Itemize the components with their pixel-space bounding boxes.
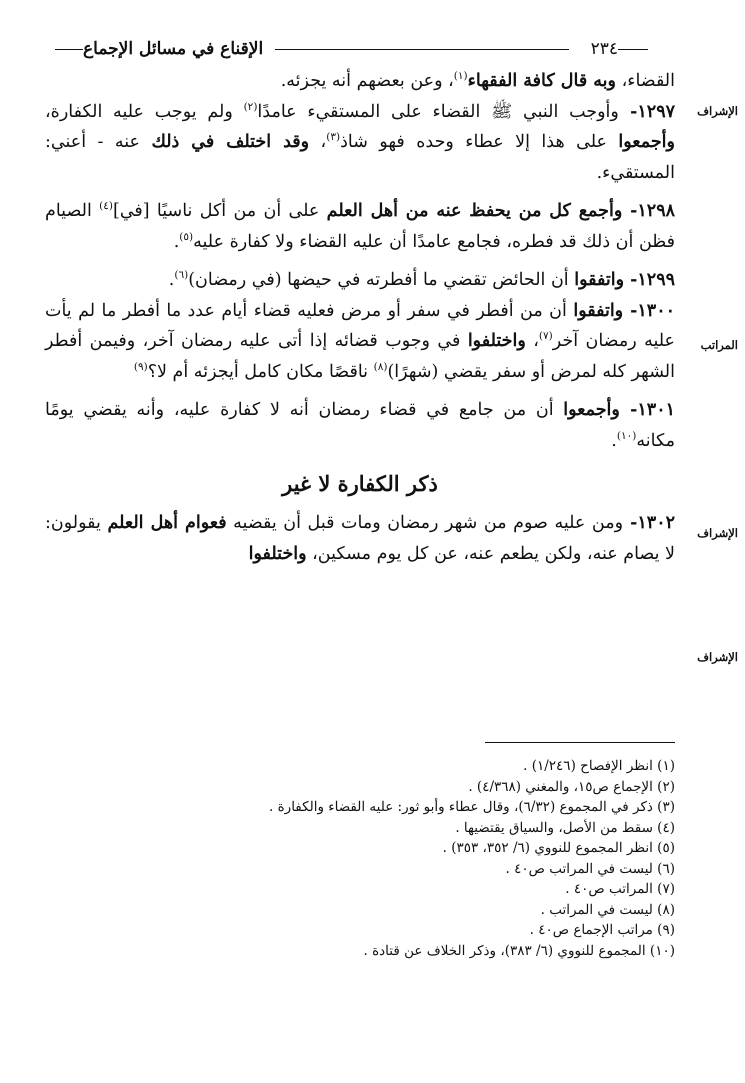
paragraph-number: ١٣٠٢- [623, 513, 676, 533]
paragraph-continuation: القضاء، وبه قال كافة الفقهاء$^{(١)}$، وعن بعضهم أنه يجزئه. [280, 70, 675, 91]
footnote-ref: (٣) [326, 131, 341, 144]
footnote: (٥) انظر المجموع للنووي (٦/ ٣٥٢، ٣٥٣) . [442, 840, 675, 856]
book-title: الإقناع في مسائل الإجماع [83, 39, 264, 59]
paragraph-number: ١٢٩٨- [622, 201, 676, 221]
footnote: (٧) المراتب ص٤٠ . [565, 881, 675, 897]
header-rule [275, 49, 568, 50]
margin-source-label: المراتب [700, 338, 738, 352]
paragraph-1298: ١٢٩٨- وأجمع كل من يحفظ عنه من أهل العلم على أن من أكل ناسيًا [في]$^{(٤)}$ الصيام فظن أن ذلك قد فطره، فجامع عامدًا أن عليه القضاء ولا كفارة عليه$^{(٥)}$. [45, 200, 676, 252]
footnote-ref: (٩) [133, 360, 148, 373]
footnotes [140, 756, 675, 961]
paragraph-1302: ١٣٠٢- ومن عليه صوم من شهر رمضان ومات قبل أن يقضيه فعوام أهل العلم يقولون: لا يصام عنه، ولكن يطعم عنه، عن كل يوم مسكين، واختلفوا [45, 513, 676, 564]
footnote-ref: (٥) [179, 230, 194, 243]
footnote-ref: (١) [453, 70, 468, 83]
margin-source-label: الإشراف [697, 650, 738, 664]
footnote-ref: (٢) [243, 100, 258, 113]
paragraph-number: ١٢٩٩- [624, 270, 675, 290]
running-header [45, 36, 650, 62]
paragraph-1300: ١٣٠٠- واتفقوا أن من أفطر في سفر أو مرض فعليه قضاء أيام عدد ما أفطر ما لم يأت عليه رمضان آخر$^{(٧)}$، واختلفوا في وجوب قضائه إذا أتى عليه رمضان آخر، وفيمن أفطر الشهر كله لمرض أو سفر يقضي (شهرًا)$^{(٨)}$ ناقصًا مكان كامل أيجزئه أم لا؟$^{(٩)}$ [45, 300, 675, 382]
paragraph-number: ١٣٠١- [619, 400, 675, 420]
header-rule-left [55, 49, 83, 50]
paragraph-number: ١٢٩٧- [618, 101, 675, 122]
footnote: (٩) مراتب الإجماع ص٤٠ . [529, 922, 675, 938]
footnote: (٤) سقط من الأصل، والسياق يقتضيها . [455, 819, 675, 836]
margin-source-label: الإشراف [697, 526, 738, 540]
section-heading: ذكر الكفارة لا غير [282, 471, 438, 496]
footnote: (٦) ليست في المراتب ص٤٠ . [505, 860, 675, 877]
paragraph-1301: ١٣٠١- وأجمعوا أن من جامع في قضاء رمضان أنه لا كفارة عليه، وأنه يقضي يومًا مكانه$^{(١٠)}$. [45, 400, 675, 451]
page-number: ٢٣٤ [590, 39, 618, 59]
paragraph-1297: ١٢٩٧- وأوجب النبي ﷺ القضاء على المستقيء عامدًا$^{(٢)}$ ولم يوجب عليه الكفارة، وأجمعوا على هذا إلا عطاء وحده فهو شاذ$^{(٣)}$، وقد اختلف في ذلك عنه - أعني: المستقيء. [45, 100, 675, 183]
paragraph-number: ١٣٠٠- [623, 300, 675, 321]
margin-source-label: الإشراف [697, 104, 738, 118]
footnote-ref: (١٠) [616, 429, 637, 442]
footnote-ref: (٤) [99, 200, 113, 213]
footnote-ref: (٨) [373, 360, 388, 373]
footnote-ref: (٦) [174, 269, 189, 282]
paragraph-1299: ١٢٩٩- واتفقوا أن الحائض تقضي ما أفطرته في حيضها (في رمضان)$^{(٦)}$. [168, 269, 675, 290]
footnote: (٨) ليست في المراتب . [540, 901, 675, 918]
footnote: (٢) الإجماع ص١٥، والمغني (٤/٣٦٨) . [468, 778, 675, 795]
footnote-separator [485, 742, 675, 743]
footnote: (١٠) المجموع للنووي (٦/ ٣٨٣)، وذكر الخلاف عن قتادة . [363, 942, 675, 959]
footnote-ref: (٧) [538, 330, 553, 343]
main-text [45, 66, 675, 569]
header-rule-right [618, 49, 648, 50]
footnote: (٣) ذكر في المجموع (٦/٣٢)، وقال عطاء وأبو ثور: عليه القضاء والكفارة . [269, 799, 675, 815]
footnote: (١) انظر الإفصاح (١/٢٤٦) . [523, 758, 675, 774]
